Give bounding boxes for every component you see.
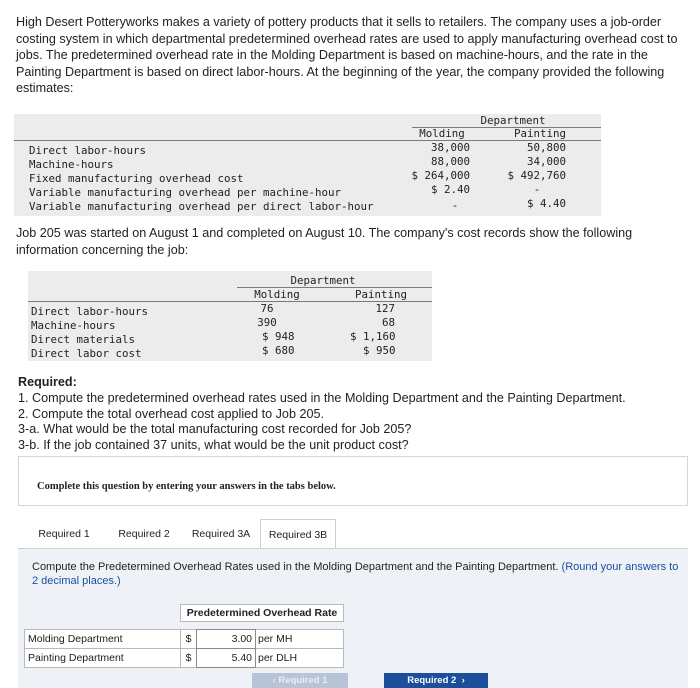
rates-row-label: Painting Department — [24, 648, 180, 668]
estimates-row-painting: - — [533, 183, 541, 196]
prompt-main: Compute the Predetermined Overhead Rates used in the Molding Department and the Painting Department. — [32, 561, 559, 573]
estimates-row-label: Variable manufacturing overhead per direct labor-hour — [29, 200, 374, 213]
prompt-note: (Round your answers to 2 decimal places.) — [32, 561, 679, 587]
tab-required-3a[interactable]: Required 3A — [182, 519, 260, 549]
job-row-painting: 68 — [381, 316, 395, 329]
job-row-painting: $ 1,160 — [350, 330, 396, 343]
estimates-dept-header: Department — [480, 114, 546, 127]
instruction-text: Complete this question by entering your answers in the tabs below. — [37, 481, 336, 492]
estimates-row-painting: 50,800 — [526, 141, 566, 154]
dollar-sign: $ — [180, 629, 196, 649]
intro-paragraph: High Desert Potteryworks makes a variety of pottery products that it sells to retailers. The company uses a job-order costing system in which departmental predetermined overhead rates are used to apply manufacturing overhead cost to jobs. The predetermined overhead rate in the Molding Department is based on machine-hours, and the rate in the Painting Department is based on direct labor-hours. At the beginning of the year, the company provided the following estimates: — [16, 15, 678, 96]
estimates-row-molding: $ 2.40 — [430, 183, 470, 196]
job-col-molding: Molding — [254, 288, 300, 301]
required-item: 1. Compute the predetermined overhead rates used in the Molding Department and the Painting Department. — [18, 390, 626, 405]
rates-row-unit: per MH — [256, 629, 344, 649]
estimates-row-painting: 34,000 — [526, 155, 566, 168]
estimates-col-painting: Painting — [513, 127, 566, 140]
estimates-col-molding: Molding — [419, 127, 465, 140]
estimates-row-label: Machine-hours — [29, 158, 114, 171]
estimates-table — [14, 114, 601, 216]
estimates-row-label: Direct labor-hours — [29, 144, 147, 157]
job-table — [28, 271, 432, 361]
painting-rate-input[interactable]: 5.40 — [196, 648, 256, 668]
estimates-row-painting: $ 4.40 — [526, 197, 566, 210]
job-row-label: Direct labor-hours — [31, 305, 149, 318]
job-row-label: Direct materials — [31, 333, 136, 346]
prev-button-label: Required 1 — [278, 675, 328, 686]
required-section — [18, 375, 688, 454]
job-paragraph: Job 205 was started on August 1 and completed on August 10. The company's cost records show the following information concerning the job: — [16, 226, 633, 257]
answer-panel — [18, 549, 688, 688]
required-item: 3-a. What would be the total manufacturing cost recorded for Job 205? — [18, 422, 412, 437]
estimates-row-molding: - — [451, 199, 459, 212]
job-dept-header: Department — [290, 274, 356, 287]
chevron-right-icon: › — [461, 675, 465, 686]
estimates-row-label: Variable manufacturing overhead per machine-hour — [29, 186, 342, 199]
instruction-box — [18, 456, 688, 506]
next-button[interactable] — [384, 673, 488, 688]
estimates-row-molding: $ 264,000 — [411, 169, 470, 182]
molding-rate-input[interactable]: 3.00 — [196, 629, 256, 649]
dollar-sign: $ — [180, 648, 196, 668]
job-row-painting: 127 — [375, 302, 395, 315]
prompt — [32, 560, 682, 588]
tab-required-1[interactable]: Required 1 — [28, 519, 100, 549]
job-row-painting: $ 950 — [363, 344, 396, 357]
next-button-label: Required 2 — [407, 675, 457, 686]
job-row-label: Direct labor cost — [31, 347, 142, 360]
chevron-left-icon: ‹ — [272, 675, 276, 686]
rates-header: Predetermined Overhead Rate — [180, 604, 344, 622]
rates-row-molding — [24, 629, 344, 649]
job-row-label: Machine-hours — [31, 319, 116, 332]
job-row-molding: $ 680 — [262, 344, 295, 357]
tab-required-3b[interactable]: Required 3B — [260, 519, 336, 549]
prev-button[interactable] — [252, 673, 348, 688]
job-col-painting: Painting — [354, 288, 407, 301]
estimates-row-label: Fixed manufacturing overhead cost — [29, 172, 244, 185]
rates-table — [24, 604, 344, 670]
rates-row-label: Molding Department — [24, 629, 180, 649]
estimates-row-painting: $ 492,760 — [507, 169, 566, 182]
required-item: 2. Compute the total overhead cost applied to Job 205. — [18, 406, 324, 421]
job-row-molding: 76 — [260, 302, 274, 315]
required-item: 3-b. If the job contained 37 units, what would be the unit product cost? — [18, 438, 409, 453]
estimates-row-molding: 38,000 — [430, 141, 470, 154]
rates-row-unit: per DLH — [256, 648, 344, 668]
required-heading: Required: — [18, 375, 77, 389]
rates-row-painting — [24, 648, 344, 668]
job-row-molding: $ 948 — [262, 330, 295, 343]
job-row-molding: 390 — [257, 316, 277, 329]
tab-required-2[interactable]: Required 2 — [108, 519, 180, 549]
estimates-row-molding: 88,000 — [430, 155, 470, 168]
